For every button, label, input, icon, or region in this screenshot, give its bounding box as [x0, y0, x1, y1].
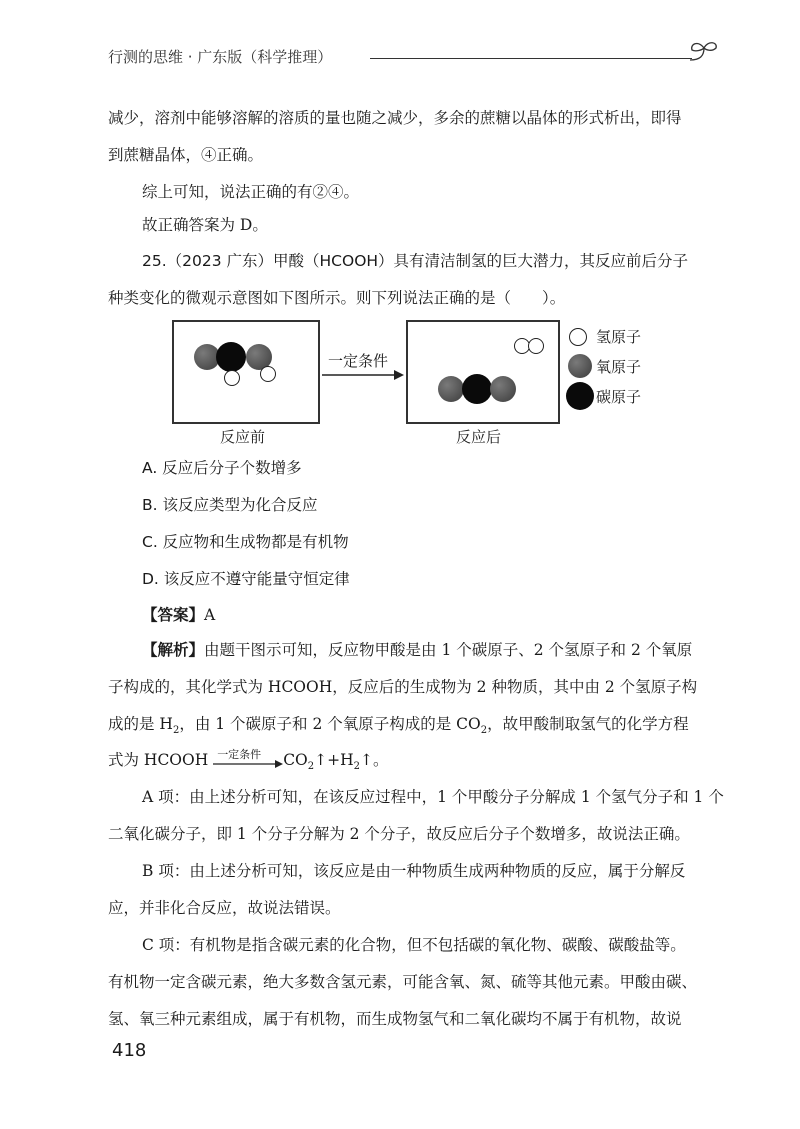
page-header [108, 38, 708, 72]
hydrogen-atom [260, 366, 276, 382]
after-box [406, 320, 560, 424]
equation-arrow [213, 750, 283, 772]
option-c: C. 反应物和生成物都是有机物 [142, 533, 349, 551]
analysis-label: 【解析】 [142, 640, 205, 659]
analysis-line-1 [142, 639, 692, 661]
question-line-2: 种类变化的微观示意图如下图所示。则下列说法正确的是（ ）。 [108, 289, 566, 307]
option-b: B. 该反应类型为化合反应 [142, 496, 318, 514]
answer-line [142, 604, 215, 626]
body-line-2: 到蔗糖晶体，④正确。 [108, 146, 264, 164]
analysis-text: 成的是 H [108, 715, 173, 733]
legend-hydrogen-label: 氢原子 [596, 328, 642, 346]
header-rule [370, 58, 692, 59]
analysis-c-1: C 项：有机物是指含碳元素的化合物，但不包括碳的氧化物、碳酸、碳酸盐等。 [142, 936, 686, 954]
body-line-1: 减少，溶剂中能够溶解的溶质的量也随之减少，多余的蔗糖以晶体的形式析出，即得 [108, 109, 682, 127]
analysis-text: 由题干图示可知，反应物甲酸是由 1 个碳原子、2 个氢原子和 2 个氧原 [204, 641, 693, 659]
subscript: 2 [353, 761, 361, 773]
body-line-4: 故正确答案为 D。 [142, 216, 268, 234]
legend-oxygen-label: 氧原子 [596, 358, 642, 376]
arrow-icon [213, 759, 283, 769]
equation-product: ↑+H [314, 751, 354, 769]
answer-value: A [204, 606, 216, 624]
body-line-3: 综上可知，说法正确的有②④。 [142, 183, 360, 201]
reaction-arrow-icon [322, 368, 404, 382]
analysis-line-3 [108, 713, 689, 742]
analysis-text: ，故甲酸制取氢气的化学方程 [487, 715, 689, 733]
carbon-atom [216, 342, 246, 372]
hydrogen-atom [528, 338, 544, 354]
analysis-a-1: A 项：由上述分析可知，在该反应过程中，1 个甲酸分子分解成 1 个氢气分子和 1 个 [142, 788, 724, 806]
equation-line [108, 749, 389, 778]
analysis-b-2: 应，并非化合反应，故说法错误。 [108, 899, 341, 917]
before-box [172, 320, 320, 424]
subscript: 2 [172, 725, 180, 737]
analysis-c-2: 有机物一定含碳元素，绝大多数含氢元素，可能含氧、氮、硫等其他元素。甲酸由碳、 [108, 973, 698, 991]
sprout-icon [686, 38, 722, 68]
after-label: 反应后 [456, 428, 502, 446]
option-d: D. 该反应不遵守能量守恒定律 [142, 570, 350, 588]
legend-oxygen-icon [568, 354, 592, 378]
legend-carbon-icon [566, 382, 594, 410]
question-line-1: 25.（2023 广东）甲酸（HCOOH）具有清洁制氢的巨大潜力，其反应前后分子 [142, 252, 689, 270]
page-number: 418 [112, 1040, 147, 1061]
before-label: 反应前 [220, 428, 266, 446]
hydrogen-atom [224, 370, 240, 386]
analysis-text: ，由 1 个碳原子和 2 个氧原子构成的是 CO [179, 715, 481, 733]
analysis-b-1: B 项：由上述分析可知，该反应是由一种物质生成两种物质的反应，属于分解反 [142, 862, 686, 880]
equation-end: ↑。 [360, 751, 389, 769]
equation-condition: 一定条件 [217, 748, 262, 761]
reaction-diagram [172, 320, 692, 450]
oxygen-atom [438, 376, 464, 402]
option-a: A. 反应后分子个数增多 [142, 459, 302, 477]
answer-label: 【答案】 [142, 605, 205, 624]
carbon-atom [462, 374, 492, 404]
oxygen-atom [490, 376, 516, 402]
subscript: 2 [307, 761, 315, 773]
legend-carbon-label: 碳原子 [596, 388, 642, 406]
analysis-line-2: 子构成的，其化学式为 HCOOH，反应后的生成物为 2 种物质，其中由 2 个氢原子构 [108, 678, 698, 696]
subscript: 2 [480, 725, 488, 737]
header-title: 行测的思维 · 广东版（科学推理） [108, 48, 333, 66]
analysis-c-3: 氢、氧三种元素组成，属于有机物，而生成物氢气和二氧化碳均不属于有机物，故说 [108, 1010, 682, 1028]
legend-hydrogen-icon [569, 328, 587, 346]
equation-reactant: 式为 HCOOH [108, 751, 209, 769]
analysis-a-2: 二氧化碳分子，即 1 个分子分解为 2 个分子，故反应后分子个数增多，故说法正确。 [108, 825, 690, 843]
equation-product: CO [283, 751, 308, 769]
condition-label: 一定条件 [328, 352, 389, 370]
